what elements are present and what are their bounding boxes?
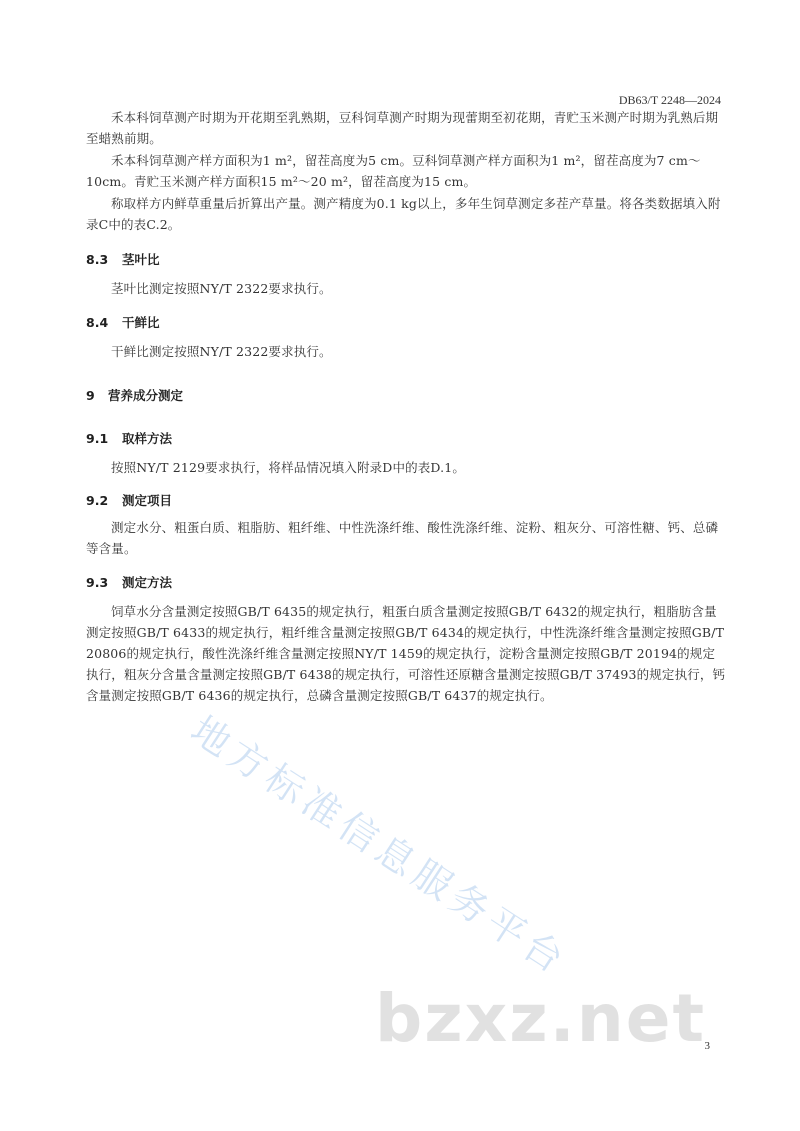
- section-title: 测定项目: [122, 493, 173, 508]
- paragraph-test-period: 禾本科饲草测产时期为开花期至乳熟期，豆科饲草测产时期为现蕾期至初花期，青贮玉米测产时期为乳熟后期至蜡熟前期。: [86, 110, 719, 146]
- platform-watermark: 地方标准信息服务平台: [183, 707, 577, 985]
- paragraph-test-methods: 饲草水分含量测定按照GB/T 6435的规定执行，粗蛋白质含量测定按照GB/T 6432的规定执行，粗脂肪含量测定按照GB/T 6433的规定执行，粗纤维含量测定按照GB/T 6434的规定执行，中性洗涤纤维含量测定按照GB/T 20806的规定执行，酸性洗涤纤维含量测定按照NY/T 1459的规定执行，淀粉含量测定按照GB/T 20194的规定执行，粗灰分含量含量测定按照GB/T 6438的规定执行，可溶性还原糖含量测定按照GB/T 37493的规定执行，钙含量测定按照GB/T 6436的规定执行，总磷含量测定按照GB/T 6437的规定执行。: [86, 604, 726, 703]
- section-heading-9-2: [86, 491, 172, 509]
- section-heading-9-1: [86, 429, 172, 447]
- section-heading-8-3: [86, 250, 160, 268]
- section-number: 9: [86, 388, 95, 403]
- standard-code: DB63/T 2248—2024: [618, 93, 721, 107]
- paragraph-dry-fresh-ratio: 干鲜比测定按照NY/T 2322要求执行。: [111, 344, 332, 359]
- section-heading-8-4: [86, 313, 160, 331]
- section-number: 9.3: [86, 575, 109, 590]
- section-number: 9.1: [86, 431, 109, 446]
- section-number: 8.4: [86, 315, 109, 330]
- paragraph-stem-leaf-ratio: 茎叶比测定按照NY/T 2322要求执行。: [111, 281, 332, 296]
- section-heading-9-3: [86, 573, 172, 591]
- section-title: 营养成分测定: [108, 388, 184, 403]
- section-title: 茎叶比: [122, 252, 160, 267]
- section-number: 9.2: [86, 493, 109, 508]
- section-title: 测定方法: [122, 575, 173, 590]
- paragraph-test-items: 测定水分、粗蛋白质、粗脂肪、粗纤维、中性洗涤纤维、酸性洗涤纤维、淀粉、粗灰分、可溶性糖、钙、总磷等含量。: [86, 520, 719, 556]
- page-number: 3: [704, 1040, 710, 1052]
- paragraph-sampling-method: 按照NY/T 2129要求执行，将样品情况填入附录D中的表D.1。: [111, 460, 465, 475]
- section-title: 干鲜比: [122, 315, 160, 330]
- paragraph-yield-calc: 称取样方内鲜草重量后折算出产量。测产精度为0.1 kg以上，多年生饲草测定多茬产草量。将各类数据填入附录C中的表C.2。: [86, 196, 721, 232]
- paragraph-sample-area: 禾本科饲草测产样方面积为1 m²，留茬高度为5 cm。豆科饲草测产样方面积为1 m²，留茬高度为7 cm～10cm。青贮玉米测产样方面积15 m²～20 m²，留茬高度为15 cm。: [86, 153, 701, 189]
- section-title: 取样方法: [122, 431, 173, 446]
- section-heading-9: [86, 386, 183, 404]
- bzxz-watermark: bzxz.net: [375, 980, 707, 1057]
- section-number: 8.3: [86, 252, 109, 267]
